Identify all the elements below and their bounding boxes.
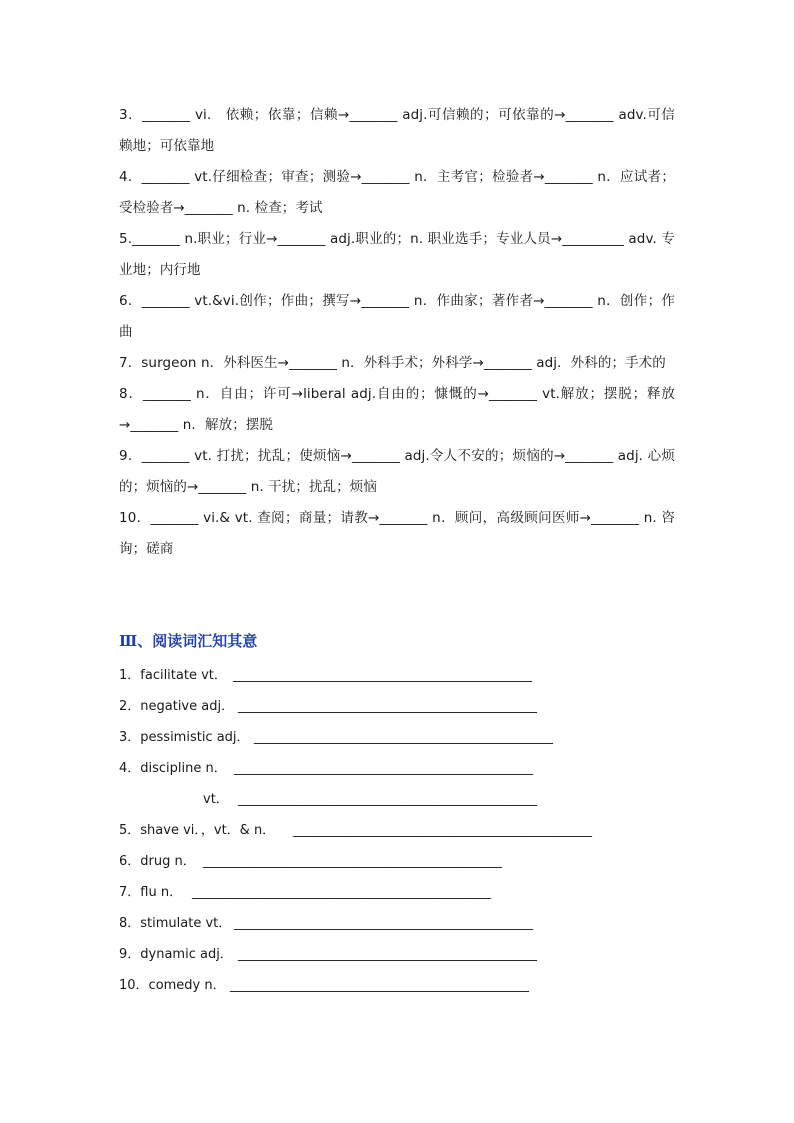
reading-item-6 xyxy=(119,846,719,877)
reading-item-5 xyxy=(119,815,719,846)
reading-term: 2．negative adj． xyxy=(119,699,235,714)
answer-blank[interactable]: ______________________________________________ xyxy=(192,885,491,900)
reading-term: 5．shave vi．，vt．& n． xyxy=(119,823,276,838)
reading-item-4 xyxy=(119,753,719,784)
derivation-item-3: 3．_______ vi. 依赖；依靠；信赖→_______ adj.可信赖的；可依靠的→_______ adv.可信赖地；可依靠地 xyxy=(119,107,675,154)
reading-item-4-vt xyxy=(119,784,719,815)
reading-item-9 xyxy=(119,939,719,970)
answer-blank[interactable]: ______________________________________________ xyxy=(233,668,532,683)
derivation-item-8: 8．_______ n．自由；许可→liberal adj.自由的；慷慨的→_______ vt.解放；摆脱；释放→_______ n．解放；摆脱 xyxy=(119,386,675,433)
derivation-item-10: 10．_______ vi.& vt. 查阅；商量；请教→_______ n．顾问，高级顾问医师→_______ n. 咨询；磋商 xyxy=(119,510,675,557)
answer-blank[interactable]: ______________________________________________ xyxy=(238,947,537,962)
reading-term: 10．comedy n． xyxy=(119,978,226,993)
derivation-item-4: 4．_______ vt.仔细检查；审查；测验→_______ n．主考官；检验者→_______ n．应试者；受检验者→_______ n. 检查；考试 xyxy=(119,169,675,216)
reading-term: 4．discipline n． xyxy=(119,761,227,776)
section-title: Ⅲ、阅读词汇知其意 xyxy=(119,632,258,650)
reading-item-2 xyxy=(119,691,719,722)
reading-term: 3．pessimistic adj． xyxy=(119,730,250,745)
answer-blank[interactable]: ______________________________________________ xyxy=(293,823,592,838)
reading-item-7 xyxy=(119,877,719,908)
answer-blank[interactable]: ______________________________________________ xyxy=(234,916,533,931)
answer-blank[interactable]: ______________________________________________ xyxy=(203,854,502,869)
derivation-item-7: 7．surgeon n．外科医生→_______ n．外科手术；外科学→_______ adj．外科的；手术的 xyxy=(119,355,666,371)
answer-blank[interactable]: ______________________________________________ xyxy=(230,978,529,993)
reading-term: 8．stimulate vt． xyxy=(119,916,232,931)
reading-term: 1．facilitate vt． xyxy=(119,668,227,683)
reading-vocabulary-list xyxy=(119,660,719,1001)
reading-item-1 xyxy=(119,660,719,691)
derivation-item-9: 9．_______ vt. 打扰；扰乱；使烦恼→_______ adj.令人不安的；烦恼的→_______ adj. 心烦的；烦恼的→_______ n. 干扰；扰乱；烦恼 xyxy=(119,448,675,495)
derivation-item-5: 5._______ n.职业；行业→_______ adj.职业的；n. 职业选手；专业人员→_________ adv. 专业地；内行地 xyxy=(119,231,675,278)
answer-blank[interactable]: ______________________________________________ xyxy=(238,699,537,714)
answer-blank[interactable]: ______________________________________________ xyxy=(238,792,537,807)
answer-blank[interactable]: ______________________________________________ xyxy=(254,730,553,745)
derivation-item-6: 6．_______ vt.&vi.创作；作曲；撰写→_______ n．作曲家；著作者→_______ n．创作；作曲 xyxy=(119,293,675,340)
reading-item-10 xyxy=(119,970,719,1001)
reading-term: vt． xyxy=(203,792,229,807)
reading-item-8 xyxy=(119,908,719,939)
reading-item-3 xyxy=(119,722,719,753)
reading-term: 7．flu n． xyxy=(119,885,183,900)
word-derivation-list xyxy=(119,100,675,565)
reading-term: 6．drug n． xyxy=(119,854,196,869)
answer-blank[interactable]: ______________________________________________ xyxy=(234,761,533,776)
reading-term: 9．dynamic adj． xyxy=(119,947,233,962)
